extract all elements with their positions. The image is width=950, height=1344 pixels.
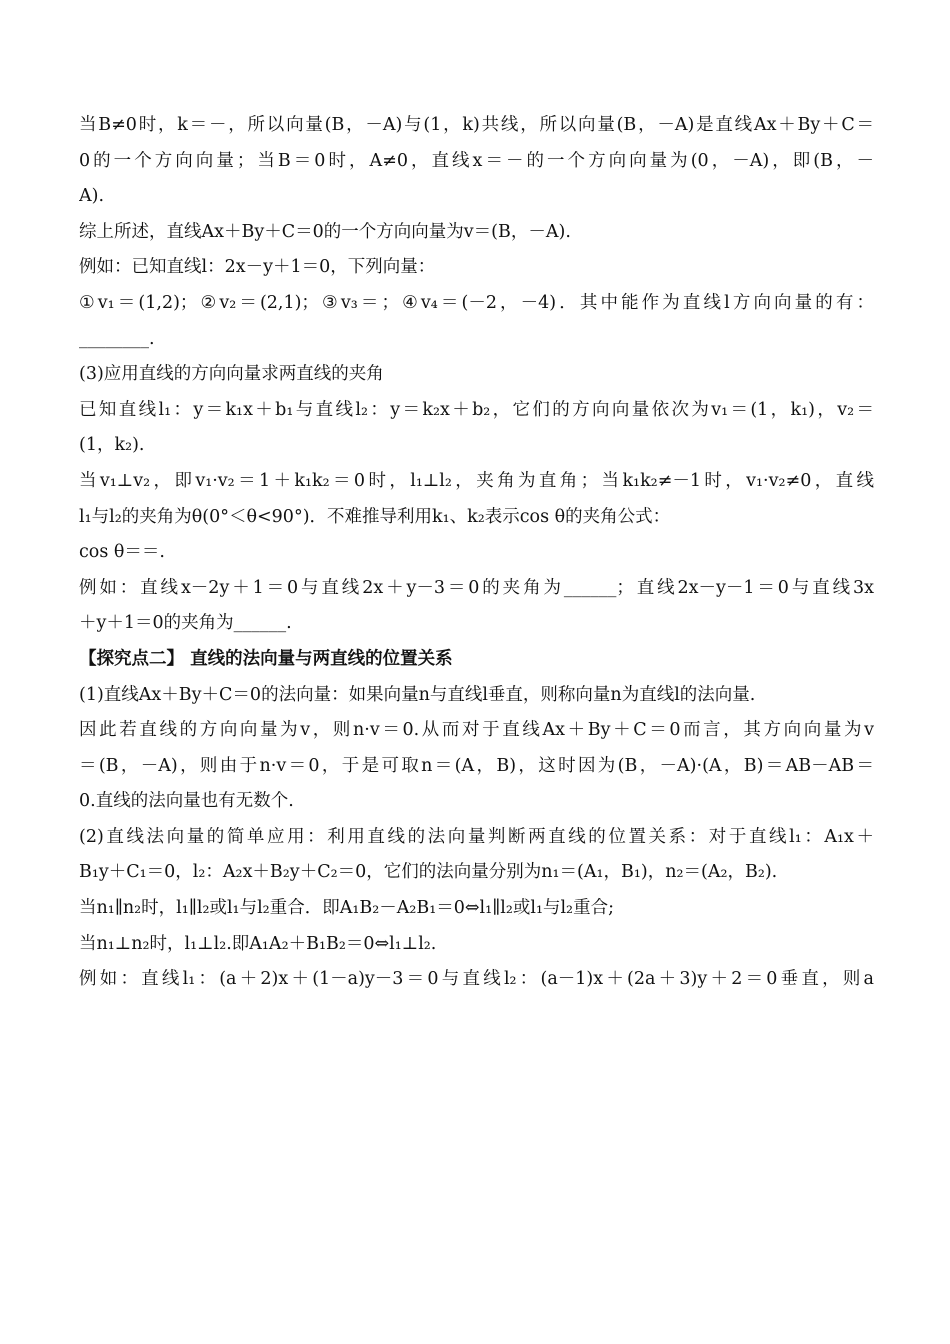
answer-blank-line: ________.: [79, 328, 155, 349]
text-line: 因此若直线的方向向量为v，则n·v＝0.从而对于直线Ax＋By＋C＝0而言，其方向向量为v: [79, 720, 874, 741]
text-line: 例如：直线x－2y＋1＝0与直线2x＋y－3＝0的夹角为______；直线2x－y－1＝0与直线3x: [79, 577, 874, 598]
section-heading: (3)应用直线的方向向量求两直线的夹角: [79, 364, 384, 385]
formula-line: cos θ＝＝.: [79, 542, 165, 563]
text-line: 当v₁⊥v₂，即v₁·v₂＝1＋k₁k₂＝0时，l₁⊥l₂，夹角为直角；当k₁k₂≠－1时，v₁·v₂≠0，直线: [79, 470, 874, 491]
text-line: 例如：直线l₁：(a＋2)x＋(1－a)y－3＝0与直线l₂：(a－1)x＋(2a＋3)y＋2＝0垂直，则a: [79, 969, 874, 990]
text-line: 当n₁⊥n₂时，l₁⊥l₂.即A₁A₂＋B₁B₂＝0⇔l₁⊥l₂.: [79, 933, 437, 954]
section-heading-explore-point-2: 【探究点二】 直线的法向量与两直线的位置关系: [79, 648, 453, 669]
text-line: 综上所述，直线Ax＋By＋C＝0的一个方向向量为v＝(B，－A).: [79, 221, 571, 242]
text-line: ＝(B，－A)，则由于n·v＝0，于是可取n＝(A，B)，这时因为(B，－A)·(A，B)＝AB－AB＝: [79, 755, 874, 776]
text-line: 当n₁∥n₂时，l₁∥l₂或l₁与l₂重合．即A₁B₂－A₂B₁＝0⇔l₁∥l₂或l₁与l₂重合;: [79, 898, 614, 919]
text-line: ①v₁＝(1,2)；②v₂＝(2,1)；③v₃＝；④v₄＝(－2，－4)．其中能作为直线l方向向量的有：: [79, 292, 874, 313]
text-line: 0的一个方向向量；当B＝0时，A≠0，直线x＝－的一个方向向量为(0，－A)，即(B，－: [79, 150, 874, 171]
document-body: [79, 108, 874, 998]
text-line: 0.直线的法向量也有无数个.: [79, 791, 294, 812]
text-line: 当B≠0时，k＝－，所以向量(B，－A)与(1，k)共线，所以向量(B，－A)是直线Ax＋By＋C＝: [79, 115, 874, 135]
text-line: l₁与l₂的夹角为θ(0°＜θ<90°)．不难推导利用k₁、k₂表示cos θ的夹角公式：: [79, 506, 671, 527]
text-line: (2)直线法向量的简单应用：利用直线的法向量判断两直线的位置关系：对于直线l₁：A₁x＋: [79, 826, 874, 847]
text-line: (1，k₂).: [79, 435, 145, 456]
text-line: (1)直线Ax＋By＋C＝0的法向量：如果向量n与直线l垂直，则称向量n为直线l的法向量.: [79, 684, 756, 705]
text-line: 已知直线l₁：y＝k₁x＋b₁与直线l₂：y＝k₂x＋b₂，它们的方向向量依次为v₁＝(1，k₁)，v₂＝: [79, 399, 874, 420]
text-line: ＋y＋1＝0的夹角为______.: [79, 613, 292, 634]
text-line: A).: [79, 186, 105, 207]
text-line: 例如：已知直线l：2x－y＋1＝0，下列向量：: [79, 257, 436, 278]
text-line: B₁y＋C₁＝0，l₂：A₂x＋B₂y＋C₂＝0，它们的法向量分别为n₁＝(A₁，B₁)，n₂＝(A₂，B₂).: [79, 862, 778, 883]
